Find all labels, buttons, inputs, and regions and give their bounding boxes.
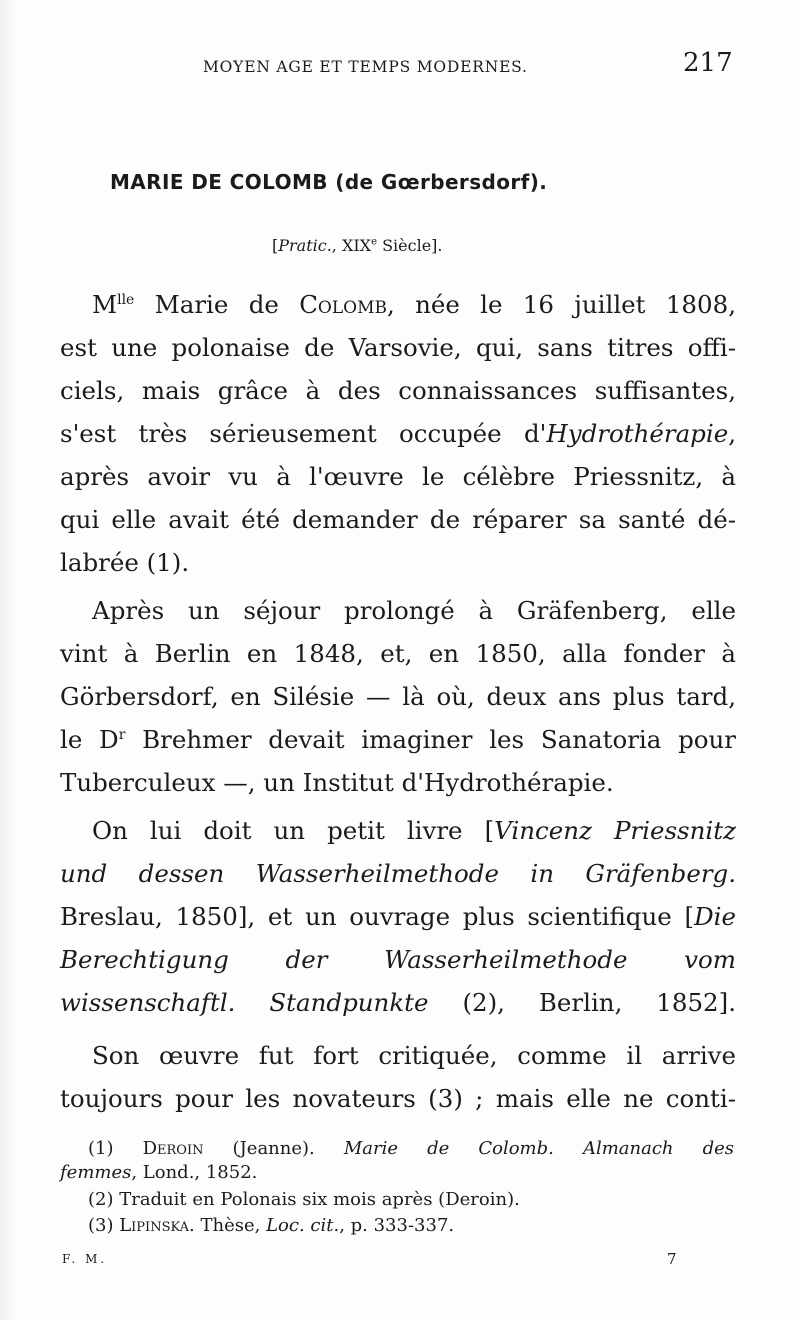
book-title: Marie de Colomb. Almanach des bbox=[343, 1138, 734, 1159]
author-name: Deroin bbox=[142, 1138, 204, 1159]
paragraph-3-line-5 bbox=[60, 987, 736, 1019]
paragraph-3-line-1 bbox=[92, 815, 736, 847]
text-fragment: le D bbox=[60, 725, 119, 754]
page-edge-shadow bbox=[0, 0, 16, 1320]
paragraph-4-line-1: Son œuvre fut fort critiquée, comme il arrive bbox=[92, 1041, 736, 1070]
book-title: wissenschaftl. Standpunkte bbox=[60, 988, 429, 1017]
signature-mark: F. M. bbox=[62, 1252, 108, 1266]
paragraph-1-line-7: labrée (1). bbox=[60, 548, 190, 577]
text-fragment: s'est très sérieusement occupée d' bbox=[60, 419, 547, 448]
article-subtitle bbox=[272, 236, 443, 255]
paragraph-2-line-5: Tuberculeux —, un Institut d'Hydrothérapie. bbox=[60, 768, 614, 797]
subtitle-close: Siècle]. bbox=[377, 236, 443, 255]
text-fragment: , née le 16 juillet 1808, bbox=[387, 290, 736, 319]
italic-term: Hydrothérapie bbox=[546, 419, 729, 448]
paragraph-2-line-4 bbox=[60, 724, 736, 756]
author-name: Lipinska bbox=[119, 1215, 190, 1236]
paragraph-2-line-3: Görbersdorf, en Silésie — là où, deux ans plus tard, bbox=[60, 682, 736, 711]
footnote-number: (1) bbox=[88, 1138, 143, 1159]
signature-number: 7 bbox=[667, 1250, 677, 1268]
subtitle-century-superscript: e bbox=[371, 236, 377, 248]
text-fragment: Brehmer devait imaginer les Sanatoria pour bbox=[125, 725, 736, 754]
subtitle-century: , XIX bbox=[331, 236, 372, 255]
person-name: Colomb bbox=[299, 290, 387, 319]
footnote-2: (2) Traduit en Polonais six mois après (Deroin). bbox=[88, 1189, 520, 1210]
paragraph-3-line-4: Berechtigung der Wasserheilmethode vom bbox=[60, 945, 736, 974]
text-fragment: , p. 333-337. bbox=[339, 1215, 455, 1236]
footnote-3 bbox=[88, 1214, 734, 1238]
subtitle-pratic: Pratic. bbox=[278, 236, 332, 255]
citation-abbrev: Loc. cit. bbox=[266, 1215, 340, 1236]
paragraph-1-line-5: après avoir vu à l'œuvre le célèbre Priessnitz, à bbox=[60, 462, 736, 491]
text-fragment: . Thèse, bbox=[189, 1215, 267, 1236]
paragraph-1-line-3: ciels, mais grâce à des connaissances suffisantes, bbox=[60, 376, 736, 405]
paragraph-1-line-1 bbox=[92, 289, 736, 321]
paragraph-4-line-2: toujours pour les novateurs (3) ; mais elle ne conti- bbox=[60, 1084, 736, 1113]
text-fragment: Marie de bbox=[134, 290, 300, 319]
text-fragment: , bbox=[728, 419, 736, 448]
footnote-1 bbox=[88, 1137, 734, 1161]
text-fragment: M bbox=[92, 290, 118, 319]
paragraph-1-line-2: est une polonaise de Varsovie, qui, sans titres offi- bbox=[60, 333, 736, 362]
text-fragment: Breslau, 1850], et un ouvrage plus scientifique [ bbox=[60, 902, 695, 931]
paragraph-2-line-2: vint à Berlin en 1848, et, en 1850, alla fonder à bbox=[60, 639, 736, 668]
text-fragment: (Jeanne). bbox=[203, 1138, 344, 1159]
book-title: Vincenz Priessnitz bbox=[494, 816, 736, 845]
superscript: lle bbox=[117, 291, 135, 308]
paragraph-1-line-4 bbox=[60, 418, 736, 450]
paragraph-1-line-6: qui elle avait été demander de réparer sa santé dé- bbox=[60, 505, 736, 534]
text-fragment: (2), Berlin, 1852]. bbox=[428, 988, 736, 1017]
subtitle-open-bracket: [ bbox=[272, 236, 279, 255]
paragraph-3-line-3 bbox=[60, 901, 736, 933]
superscript: r bbox=[118, 726, 126, 743]
book-title: femmes bbox=[60, 1162, 132, 1183]
page-number: 217 bbox=[683, 48, 733, 78]
footnote-number: (3) bbox=[88, 1215, 120, 1236]
footnote-1-continuation bbox=[60, 1161, 734, 1185]
text-fragment: On lui doit un petit livre [ bbox=[92, 816, 495, 845]
running-head: MOYEN AGE ET TEMPS MODERNES. bbox=[203, 58, 528, 76]
paragraph-3-line-2: und dessen Wasserheilmethode in Gräfenberg. bbox=[60, 859, 736, 888]
text-fragment: , Lond., 1852. bbox=[131, 1162, 258, 1183]
article-title: MARIE DE COLOMB (de Gœrbersdorf). bbox=[110, 170, 548, 194]
book-title: Die bbox=[694, 902, 736, 931]
paragraph-2-line-1: Après un séjour prolongé à Gräfenberg, elle bbox=[92, 596, 736, 625]
